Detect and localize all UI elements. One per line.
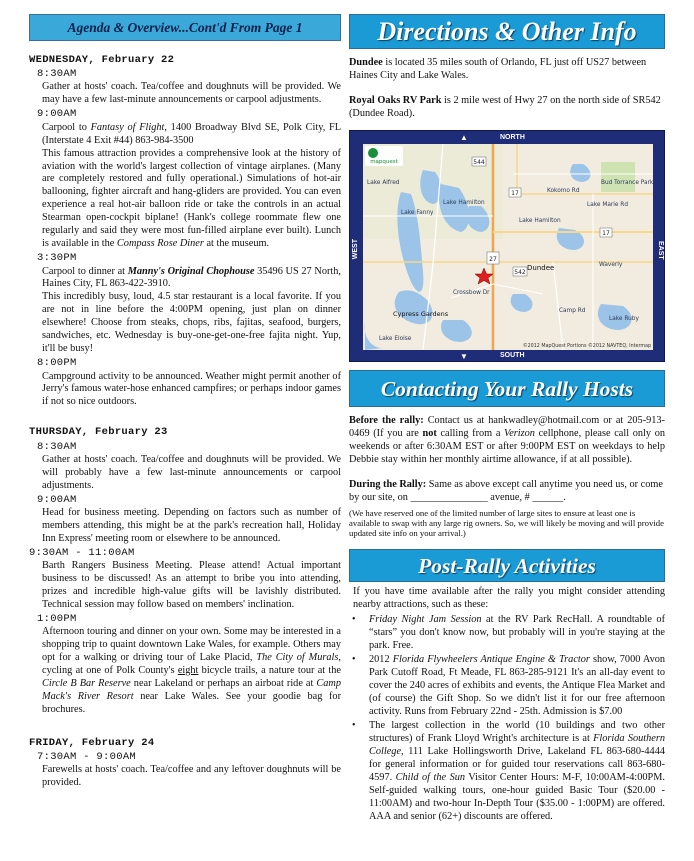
contact-during-paragraph: During the Rally: Same as above except call anytime you need us, or come by our site, on _______________ avenue, # ______. [349, 478, 663, 503]
map-label: Crossbow Dr [453, 289, 490, 296]
map-label: Lake Fanny [401, 209, 434, 216]
map-north-label[interactable]: NORTH [500, 133, 525, 141]
slot-description: This famous attraction provides a comprehensive look at the history of aviation with the world's largest collection of vintage airplanes. (Many are completely restored and fully operational.) Simulations of hot-air ballooning, fighter aircraft and hang-gliders are provided. You can even experience a real hot-air balloon ride or take the controls in an actual Stearman open-cockpit biplane! (Hank's college roommate flew one regularly and said they were most fun-filled airplane ever built). Lunch is available in the Compass Rose Diner at the museum. [42, 147, 341, 250]
slot-description: Head for business meeting. Depending on factors such as number of members attending, this might be at the park's recreation hall, Holiday Inn Express' meeting room or elsewhere to be announced. [42, 506, 341, 544]
location-map[interactable] [349, 130, 665, 362]
time-slot: 8:30AM [37, 68, 77, 81]
road-shield-17b: 17 [602, 229, 610, 237]
map-label: Dundee [527, 263, 555, 272]
agenda-column [29, 14, 341, 790]
time-slot: 8:30AM [37, 440, 77, 453]
time-slot: 7:30AM - 9:00AM [37, 751, 137, 764]
time-slot: 9:00AM [37, 493, 77, 506]
map-label: Waverly [599, 261, 623, 268]
mapquest-logo-text: mapquest [370, 158, 398, 165]
time-slot: 3:30PM [37, 252, 77, 265]
map-label: Camp Rd [559, 307, 586, 314]
slot-description: Gather at hosts' coach. Tea/coffee and doughnuts will be provided. We will probably have a few last-minute announcements or carpool adjustments. [42, 453, 341, 491]
map-label: Lake Alfred [367, 179, 400, 186]
road-shield-544: 544 [473, 158, 485, 166]
slot-description: Campground activity to be announced. Weather might permit another of Jerry's famous water-hose enhanced campfires; or perhaps indoor games if not so nice outdoors. [42, 370, 341, 408]
slot-description: Gather at hosts' coach. Tea/coffee and doughnuts will be provided. We may have a few last-minute announcements or carpool adjustments. [42, 81, 341, 106]
slot-description: Barth Rangers Business Meeting. Please attend! Actual important business to be discussed! As an attempt to bribe you into attending, prizes and incredible high-value gifts will be lavishly distributed. Technical session may follow based on members' inclination. [42, 560, 341, 610]
list-item: • 2012 Florida Flywheelers Antique Engine & Tractor show, 7000 Avon Park Cutoff Road, Ft Meade, FL 863-285-9121 It's an all-day event to cover the 240 acres of exhibits and events, the Antique Flea Market and (of course) the Gift Shop. So we didn't list it for our free afternoon activity. Runs from February 22nd - 25th. Admission is $7.00 [349, 654, 665, 719]
contact-banner: Contacting Your Rally Hosts [349, 370, 665, 407]
map-label: Lake Marie Rd [587, 201, 629, 208]
map-west-label[interactable]: WEST [352, 238, 359, 260]
map-label: Bud Torrance Park [601, 179, 653, 186]
map-label: Lake Hamilton [519, 217, 561, 224]
site-note: (We have reserved one of the limited number of large sites to ensure at least one is available to swap with any large rig owners. So, we will likely be moving and will provide updated site info on your arrival.) [349, 507, 664, 539]
list-item: • Friday Night Jam Session at the RV Park RecHall. A roundtable of “stars” you don't know now, but probably will in you're staying at the park. Free. [349, 614, 665, 653]
contact-before-paragraph: Before the rally: Contact us at hankwadley@hotmail.com or at 205-913-0469 (If you are not calling from a Verizon cellphone, please call only on weekends or after 6:30AM EST or after 9:00PM EST on weekdays to help Debbie stay within her monthly airtime allowance, if at all possible). [349, 414, 665, 465]
directions-banner: Directions & Other Info [349, 14, 665, 49]
road-shield-27: 27 [489, 255, 497, 263]
directions-paragraph: Royal Oaks RV Park is 2 mile west of Hwy 27 on the north side of SR542 (Dundee Road). [349, 94, 661, 119]
map-credit: ©2012 MapQuest Portions ©2012 NAVTEQ, Intermap [522, 343, 651, 349]
map-east-label[interactable]: EAST [656, 240, 664, 260]
mapquest-logo-icon [368, 148, 378, 158]
map-label: Lake Ruby [609, 315, 639, 322]
slot-description: Farewells at hosts' coach. Tea/coffee and any leftover doughnuts will be provided. [42, 764, 341, 789]
activity-list [349, 614, 665, 824]
time-slot: 9:30AM - 11:00AM [29, 546, 135, 559]
directions-paragraph: Dundee is located 35 miles south of Orlando, FL just off US27 between Haines City and Lake Wales. [349, 57, 647, 81]
map-south-label[interactable]: SOUTH [500, 351, 525, 359]
time-slot: 1:00PM [37, 612, 77, 625]
map-pan-south-arrow-icon[interactable]: ▼ [460, 351, 468, 361]
post-rally-banner: Post-Rally Activities [349, 549, 665, 582]
time-slot: 9:00AM [37, 108, 77, 121]
map-label: Lake Hamilton [443, 199, 485, 206]
post-rally-intro: If you have time available after the rally you might consider attending nearby attractions, such as these: [353, 586, 665, 611]
day-heading-thursday: THURSDAY, February 23 [29, 426, 168, 439]
day-heading-friday: FRIDAY, February 24 [29, 736, 155, 749]
map-label: Kokomo Rd [547, 187, 580, 194]
day-heading-wednesday: WEDNESDAY, February 22 [29, 54, 175, 66]
info-column [349, 14, 665, 824]
map-graphic [363, 144, 653, 350]
time-slot: 8:00PM [37, 357, 77, 370]
road-shield-542: 542 [514, 268, 526, 276]
list-item: • The largest collection in the world (10 buildings and two other structures) of Frank Lloyd Wright's architecture is at Florida Southern College, 111 Lake Hollingsworth Drive, Lakeland FL 863-680-4444 for general information or for guided tour reservations call 863-680-4597. Child of the Sun Visitor Center Hours: M-F, 10:00AM-4:00PM. Self-guided walking tours, one-hour guided Basic Tour ($20.00 - 11:00AM) and two-hour In-Depth Tour ($35.00 - 1:00PM) are offered. AAA and senior (62+) discounts are offered. [349, 720, 665, 824]
slot-description: Afternoon touring and dinner on your own. Some may be interested in a shopping trip to quaint downtown Lake Wales, for example. Others may opt for a walking or driving tour of Lake Placid, The City of Murals, cycling at one of Polk County's eight bicycle trails, a nature tour at the Circle B Bar Reserve near Lakeland or perhaps an airboat ride at Camp Mack's River Resort near Lake Wales. See your goodie bag for brochures. [42, 626, 341, 715]
slot-description: Carpool to dinner at Manny's Original Chophouse 35496 US 27 North, Haines City, FL 863-422-3910. [42, 265, 341, 290]
slot-description: Carpool to Fantasy of Flight, 1400 Broadway Blvd SE, Polk City, FL (Interstate 4 Exit #44) 863-984-3500 [42, 121, 342, 146]
map-pan-north-arrow-icon[interactable]: ▲ [460, 132, 468, 142]
agenda-banner: Agenda & Overview...Cont'd From Page 1 [29, 14, 341, 41]
road-shield-17: 17 [511, 189, 519, 197]
map-label: Cypress Gardens [393, 309, 449, 318]
map-canvas [363, 144, 653, 350]
slot-description: This incredibly busy, loud, 4.5 star restaurant is a local favorite. If you are not in line before the 4:00PM opening, just plan on dinner elsewhere! Choose from steaks, chops, ribs, fajitas, seafood, burgers, sandwiches, etc. Wednesday is buy-one-get-one-free fajita night. Yup, it'll be busy! [42, 291, 341, 355]
map-label: Lake Eloise [379, 335, 412, 342]
